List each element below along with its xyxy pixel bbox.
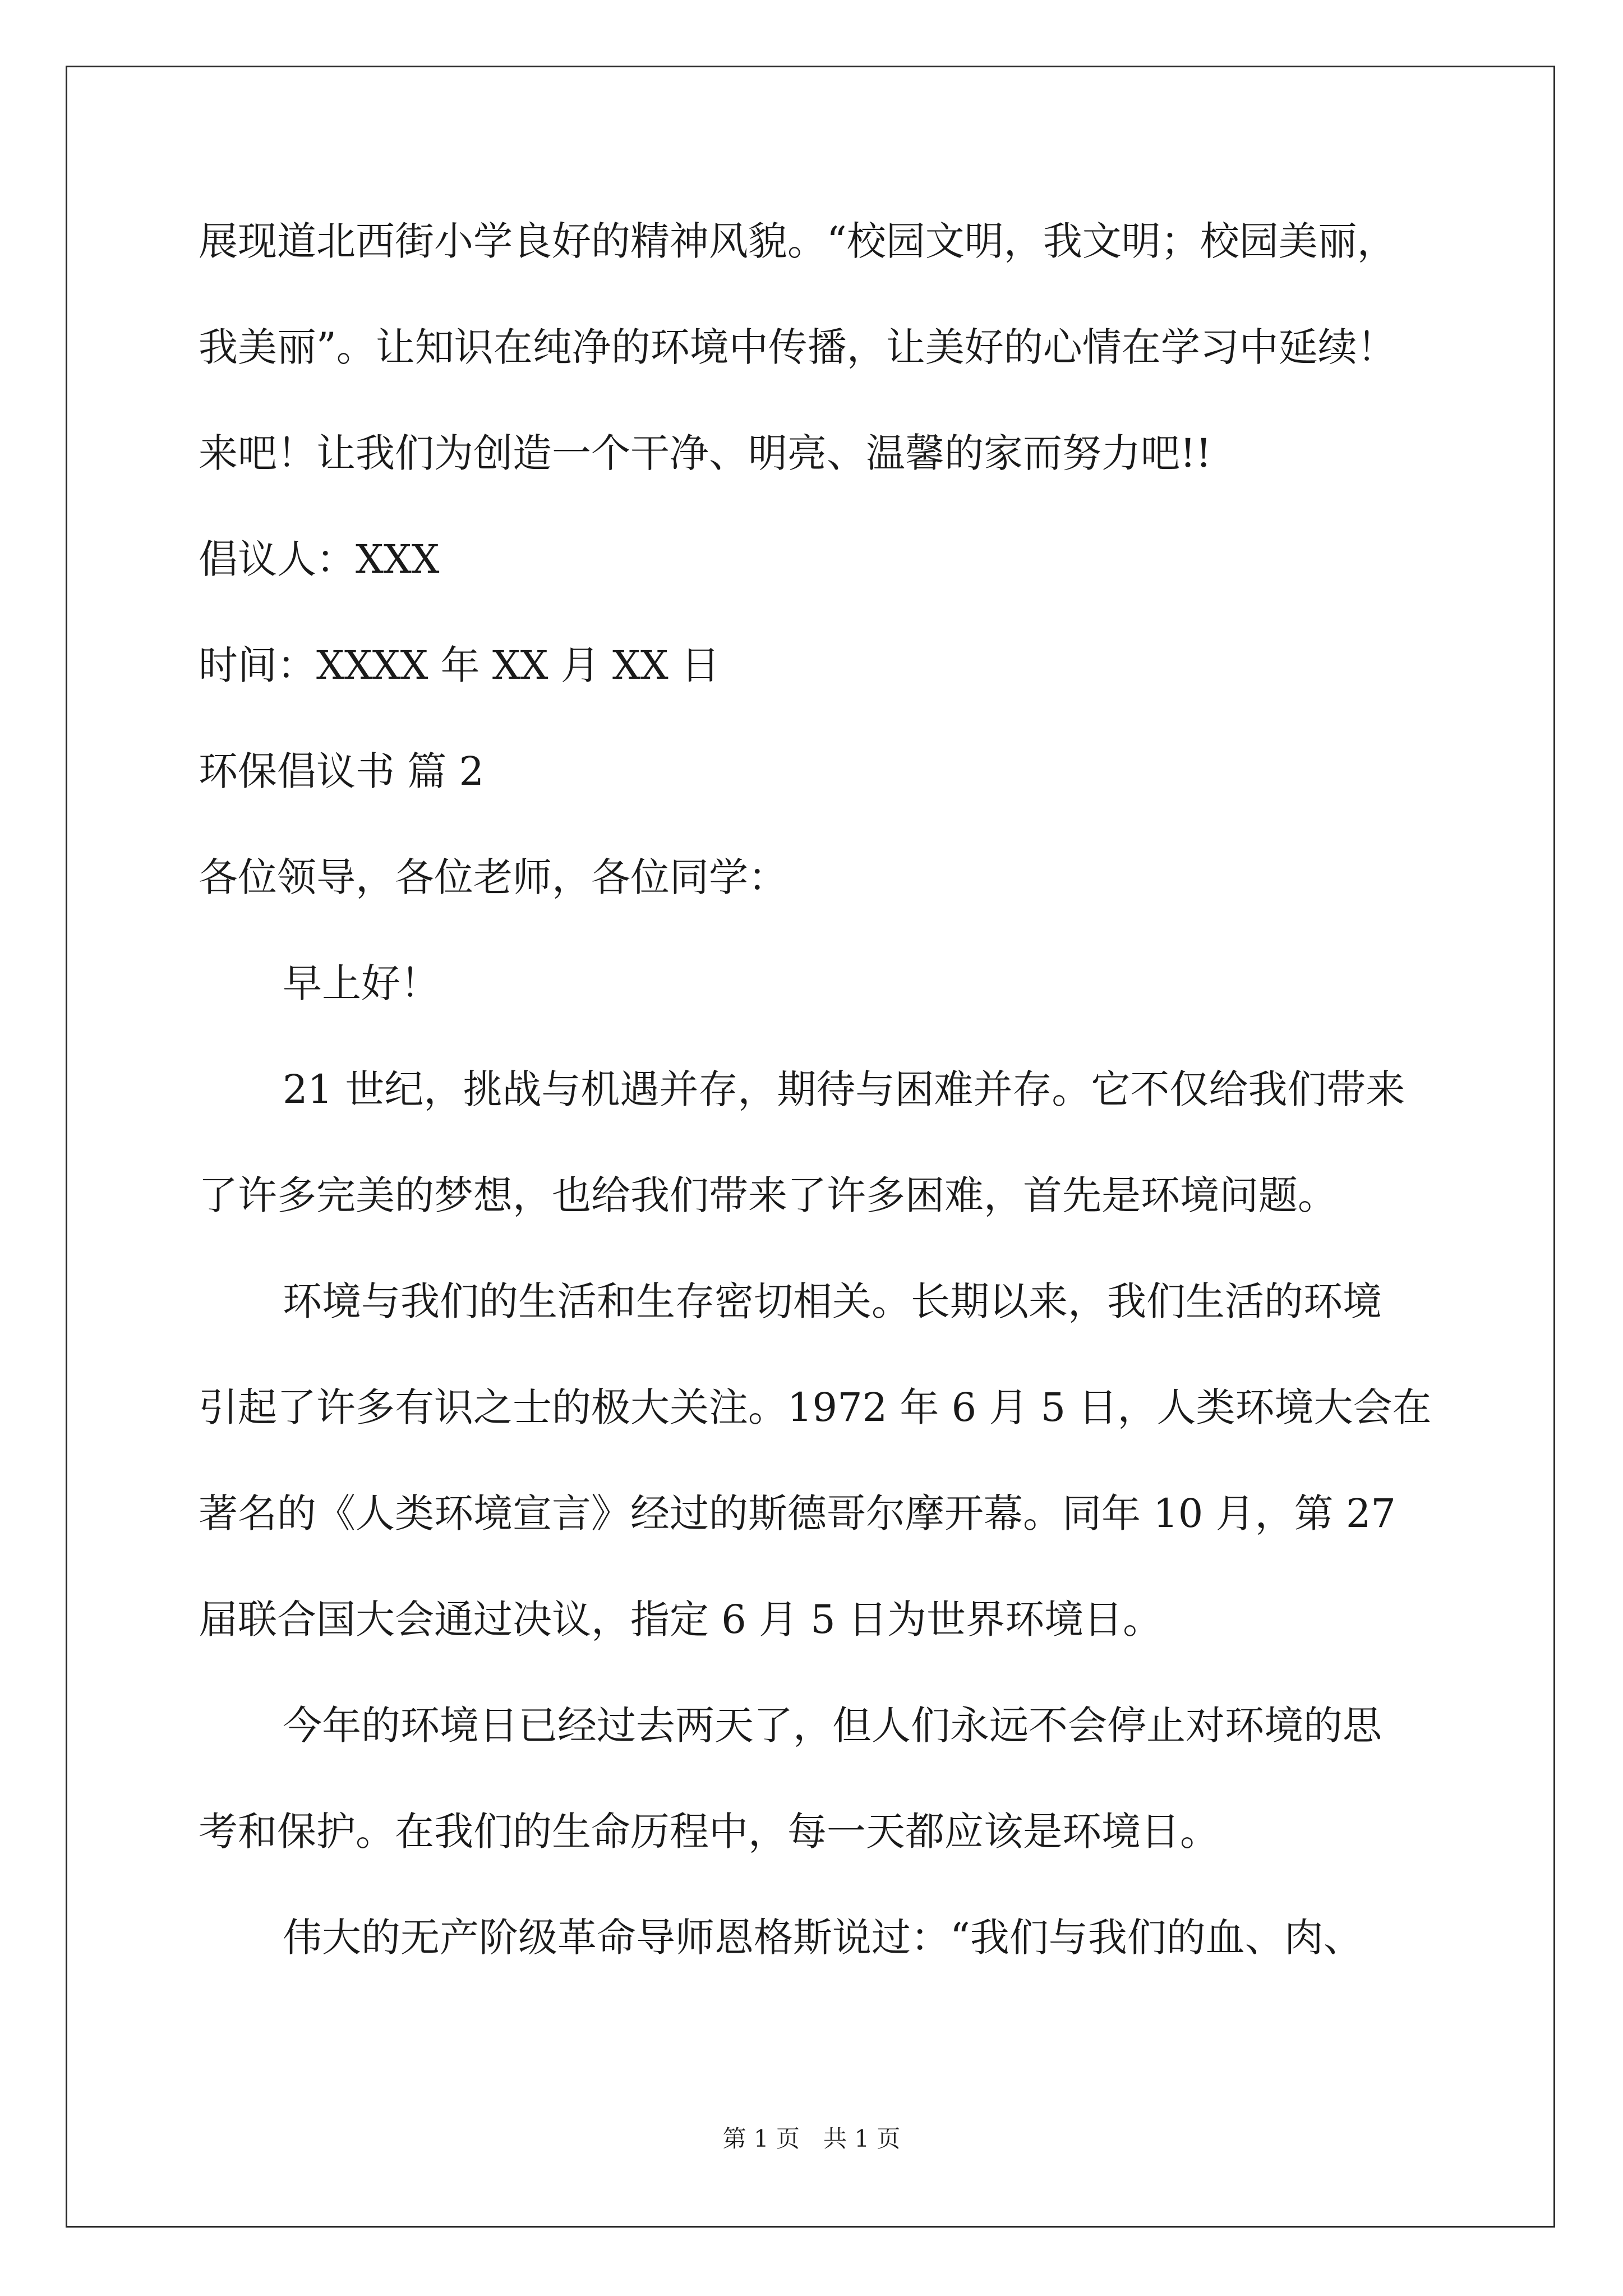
page-number-footer: 第 1 页 共 1 页: [722, 2125, 901, 2152]
text-line: 我美丽”。让知识在纯净的环境中传播，让美好的心情在学习中延续！: [199, 324, 1396, 370]
text-line: 考和保护。在我们的生命历程中，每一天都应该是环境日。: [199, 1809, 1219, 1855]
text-line: 21 世纪，挑战与机遇并存，期待与困难并存。它不仅给我们带来: [283, 1066, 1405, 1112]
text-line: 著名的《人类环境宣言》经过的斯德哥尔摩开幕。同年 10 月，第 27: [199, 1490, 1396, 1536]
greeting: 早上好！: [283, 960, 440, 1006]
text-line: 了许多完美的梦想，也给我们带来了许多困难，首先是环境问题。: [199, 1172, 1337, 1218]
text-line: 伟大的无产阶级革命导师恩格斯说过：“我们与我们的血、肉、: [283, 1915, 1363, 1961]
signatory-line: 倡议人：XXX: [199, 536, 440, 582]
date-line: 时间：XXXX 年 XX 月 XX 日: [199, 642, 720, 688]
text-line: 展现道北西街小学良好的精神风貌。“校园文明，我文明；校园美丽，: [199, 218, 1396, 264]
text-line: 来吧！让我们为创造一个干净、明亮、温馨的家而努力吧!!: [199, 430, 1212, 476]
text-line: 引起了许多有识之士的极大关注。1972 年 6 月 5 日，人类环境大会在: [199, 1384, 1432, 1430]
text-line: 届联合国大会通过决议，指定 6 月 5 日为世界环境日。: [199, 1596, 1163, 1642]
text-line: 环境与我们的生活和生存密切相关。长期以来，我们生活的环境: [283, 1278, 1382, 1324]
salutation: 各位领导，各位老师，各位同学：: [199, 854, 787, 900]
section-heading: 环保倡议书 篇 2: [199, 748, 485, 794]
document-body: [199, 199, 1444, 2001]
text-line: 今年的环境日已经过去两天了，但人们永远不会停止对环境的思: [283, 1703, 1382, 1749]
